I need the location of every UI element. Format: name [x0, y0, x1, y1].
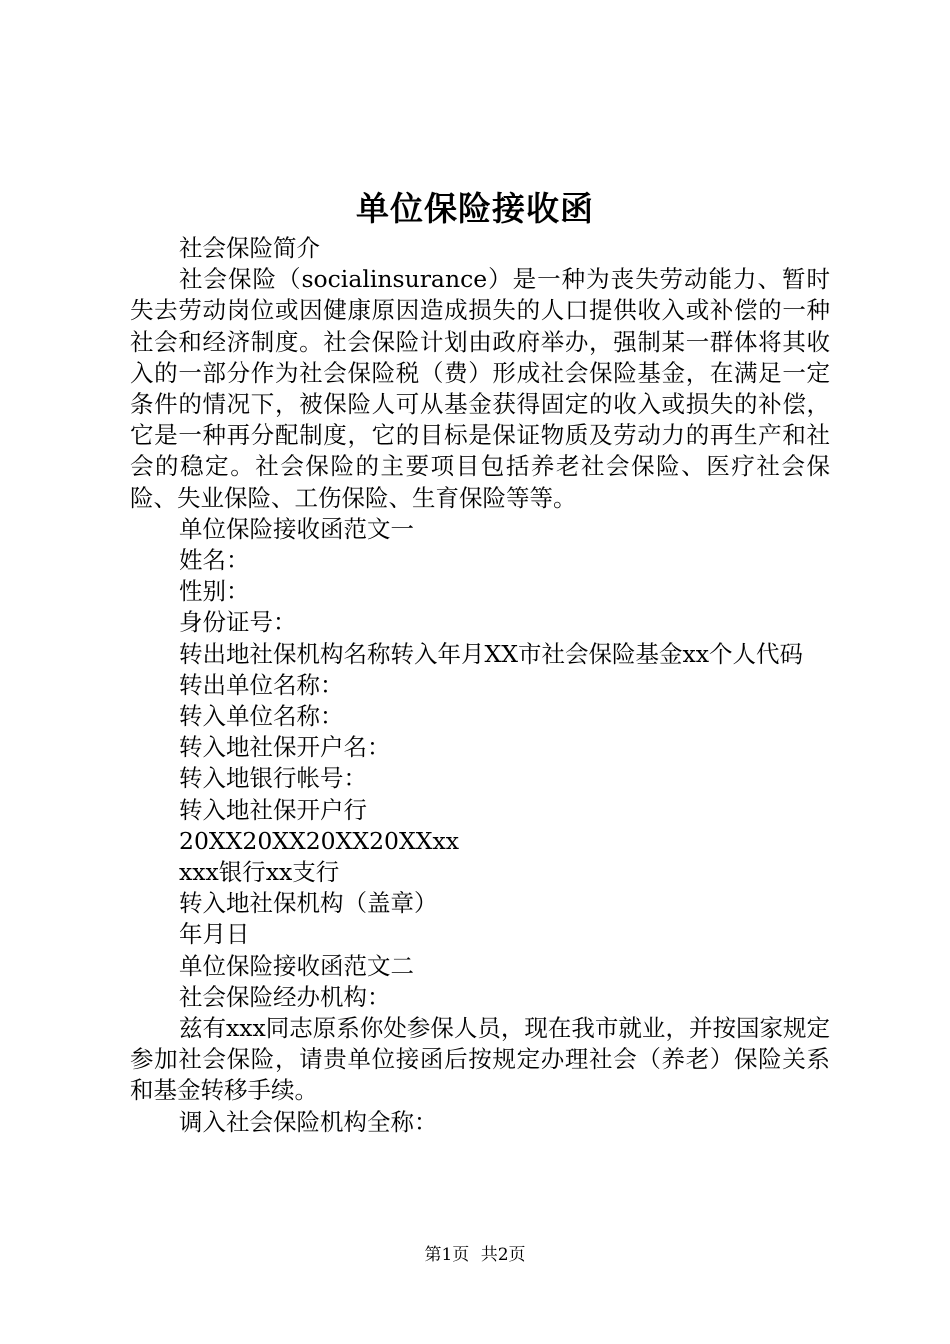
paragraph-letter-body: 兹有xxx同志原系你处参保人员，现在我市就业，并按国家规定参加社会保险，请贵单位接函后按规定办理社会（养老）保险关系和基金转移手续。 [130, 1014, 830, 1105]
field-bank-account: 转入地银行帐号： [179, 764, 367, 793]
paragraph-intro: 社会保险（socialinsurance）是一种为丧失劳动能力、暂时失去劳动岗位或因健康原因造成损失的人口提供收入或补偿的一种社会和经济制度。社会保险计划由政府举办，强制某一群体将其收入的一部分作为社会保险税（费）形成社会保险基金，在满足一定条件的情况下，被保险人可从基金获得固定的收入或损失的补偿，它是一种再分配制度，它的目标是保证物质及劳动力的再生产和社会的稳定。社会保险的主要项目包括养老社会保险、医疗社会保险、失业保险、工伤保险、生育保险等等。 [130, 265, 830, 512]
field-name: 姓名： [179, 546, 250, 575]
field-out-unit: 转出单位名称： [179, 670, 344, 699]
field-transfer-agency: 转出地社保机构名称转入年月XX市社会保险基金xx个人代码 [179, 639, 803, 668]
field-date: 年月日 [179, 920, 250, 949]
paragraph-section-heading: 社会保险简介 [179, 234, 320, 262]
paragraph-sample-one-heading: 单位保险接收函范文一 [179, 514, 414, 543]
paragraph-sample-two-heading: 单位保险接收函范文二 [179, 951, 414, 980]
field-seal: 转入地社保机构（盖章） [179, 889, 438, 918]
page-total: 共2页 [480, 1245, 526, 1265]
document-title: 单位保险接收函 [356, 189, 594, 228]
page-footer [0, 1243, 950, 1267]
field-gender: 性别： [179, 577, 250, 606]
field-account-number-value: 20XX20XX20XX20XXxx [179, 826, 459, 855]
field-bank: 转入地社保开户行 [179, 795, 367, 824]
page-number: 第1页 [424, 1245, 470, 1265]
paragraph-salutation: 社会保险经办机构： [179, 982, 391, 1011]
field-id-number: 身份证号： [179, 608, 297, 637]
document-body [130, 233, 830, 1138]
field-account-name: 转入地社保开户名： [179, 733, 391, 762]
field-bank-branch-value: xxx银行xx支行 [179, 858, 340, 887]
field-receiving-agency: 调入社会保险机构全称： [179, 1107, 438, 1136]
field-in-unit: 转入单位名称： [179, 702, 344, 731]
